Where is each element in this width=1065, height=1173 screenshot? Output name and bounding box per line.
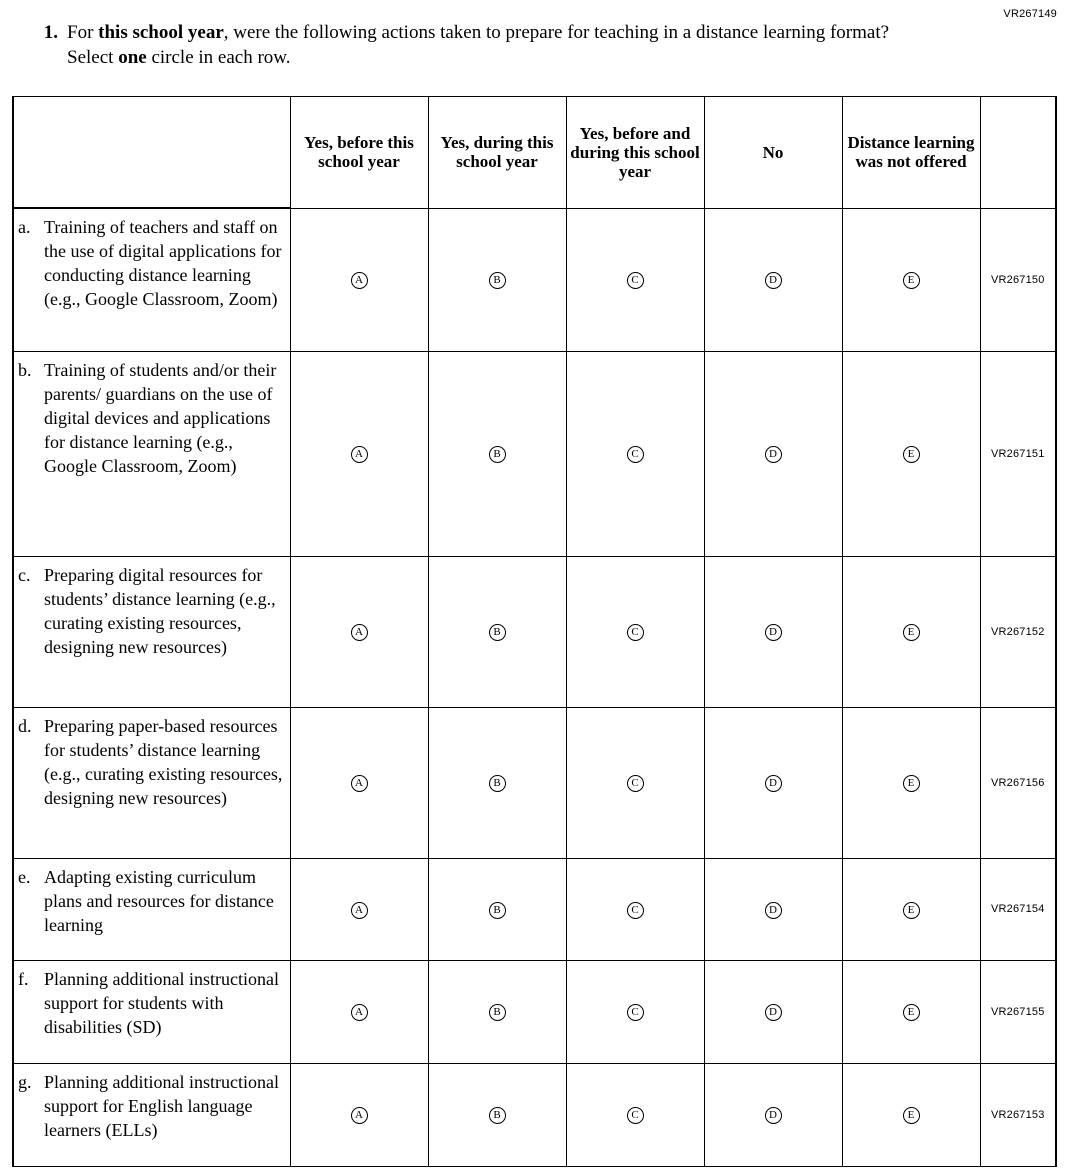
bubble-icon[interactable]: A [351, 902, 368, 919]
item-label-d [13, 707, 290, 858]
item-text-b: Training of students and/or their parents/ guardians on the use of digital devices and applications for distance learning (e.g., Google Classroom, Zoom) [44, 359, 277, 476]
item-text-a: Training of teachers and staff on the use of digital applications for conducting distance learning (e.g., Google Classroom, Zoom) [44, 217, 282, 309]
bubble-g-C[interactable] [566, 1063, 704, 1166]
header-not-offered: Distance learning was not offered [842, 97, 980, 209]
bubble-d-D[interactable] [704, 707, 842, 858]
bubble-g-D[interactable] [704, 1063, 842, 1166]
item-label-e [13, 858, 290, 960]
row-code-g: VR267153 [980, 1063, 1056, 1166]
bubble-icon[interactable]: E [903, 902, 920, 919]
bubble-c-B[interactable] [428, 556, 566, 707]
bubble-icon[interactable]: C [627, 902, 644, 919]
bubble-b-D[interactable] [704, 351, 842, 556]
bubble-g-B[interactable] [428, 1063, 566, 1166]
bubble-icon[interactable]: B [489, 775, 506, 792]
bubble-icon[interactable]: B [489, 1107, 506, 1124]
table-row [13, 556, 1056, 707]
question-text [67, 20, 930, 70]
bubble-e-B[interactable] [428, 858, 566, 960]
bubble-icon[interactable]: A [351, 775, 368, 792]
item-letter-b: b. [18, 359, 32, 380]
bubble-b-C[interactable] [566, 351, 704, 556]
bubble-g-A[interactable] [290, 1063, 428, 1166]
table-row [13, 1063, 1056, 1166]
bubble-icon[interactable]: C [627, 624, 644, 641]
bubble-icon[interactable]: E [903, 775, 920, 792]
item-label-f [13, 960, 290, 1063]
bubble-icon[interactable]: B [489, 902, 506, 919]
item-text-c: Preparing digital resources for students’ distance learning (e.g., curating existing resources, designing new resources) [44, 564, 276, 657]
bubble-icon[interactable]: B [489, 272, 506, 289]
bubble-icon[interactable]: D [765, 775, 782, 792]
bubble-icon[interactable]: D [765, 624, 782, 641]
bubble-b-A[interactable] [290, 351, 428, 556]
item-text-e: Adapting existing curriculum plans and resources for distance learning [44, 866, 274, 935]
bubble-icon[interactable]: B [489, 1004, 506, 1021]
item-text-f: Planning additional instructional support for students with disabilities (SD) [44, 968, 279, 1037]
header-yes-before-and-during: Yes, before and during this school year [566, 97, 704, 209]
bubble-icon[interactable]: E [903, 624, 920, 641]
bubble-icon[interactable]: A [351, 1004, 368, 1021]
bubble-f-B[interactable] [428, 960, 566, 1063]
bubble-d-E[interactable] [842, 707, 980, 858]
table-row [13, 707, 1056, 858]
item-letter-a: a. [18, 217, 31, 237]
bubble-icon[interactable]: D [765, 1107, 782, 1124]
bubble-icon[interactable]: C [627, 272, 644, 289]
bubble-f-E[interactable] [842, 960, 980, 1063]
question-text-part1: For [67, 22, 99, 43]
page-code: VR267149 [1003, 8, 1057, 20]
row-code-a: VR267150 [980, 208, 1056, 351]
header-no: No [704, 97, 842, 209]
question-bold-one: one [118, 47, 147, 68]
bubble-b-B[interactable] [428, 351, 566, 556]
bubble-icon[interactable]: D [765, 446, 782, 463]
item-text-d: Preparing paper-based resources for students’ distance learning (e.g., curating existing resources, designing new resources) [44, 715, 283, 808]
question-number: 1. [43, 22, 58, 43]
bubble-d-A[interactable] [290, 707, 428, 858]
bubble-c-C[interactable] [566, 556, 704, 707]
item-letter-c: c. [18, 564, 31, 585]
bubble-icon[interactable]: A [351, 1107, 368, 1124]
bubble-f-A[interactable] [290, 960, 428, 1063]
bubble-icon[interactable]: C [627, 446, 644, 463]
row-code-e: VR267154 [980, 858, 1056, 960]
bubble-a-E[interactable] [842, 208, 980, 351]
bubble-icon[interactable]: B [489, 624, 506, 641]
bubble-icon[interactable]: C [627, 1107, 644, 1124]
row-code-f: VR267155 [980, 960, 1056, 1063]
header-code-blank [980, 97, 1056, 209]
response-grid [12, 96, 1057, 1167]
bubble-d-C[interactable] [566, 707, 704, 858]
question-text-part3: circle in each row. [146, 47, 291, 68]
grid-header-row [13, 97, 1056, 209]
item-label-g [13, 1063, 290, 1166]
table-row [13, 858, 1056, 960]
bubble-e-E[interactable] [842, 858, 980, 960]
bubble-icon[interactable]: D [765, 272, 782, 289]
bubble-c-A[interactable] [290, 556, 428, 707]
bubble-e-D[interactable] [704, 858, 842, 960]
item-letter-d: d. [18, 715, 32, 736]
bubble-f-C[interactable] [566, 960, 704, 1063]
bubble-e-C[interactable] [566, 858, 704, 960]
table-row [13, 351, 1056, 556]
bubble-f-D[interactable] [704, 960, 842, 1063]
bubble-icon[interactable]: B [489, 446, 506, 463]
header-yes-before: Yes, before this school year [290, 97, 428, 209]
bubble-icon[interactable]: E [903, 272, 920, 289]
bubble-icon[interactable]: A [351, 624, 368, 641]
question-text-part2: , were the following actions taken to prepare for teaching in a distance learning format? Select [67, 22, 890, 68]
bubble-icon[interactable]: C [627, 1004, 644, 1021]
header-yes-during: Yes, during this school year [428, 97, 566, 209]
bubble-a-C[interactable] [566, 208, 704, 351]
bubble-c-D[interactable] [704, 556, 842, 707]
table-row [13, 208, 1056, 351]
header-blank [13, 97, 290, 209]
item-label-c [13, 556, 290, 707]
bubble-icon[interactable]: E [903, 1004, 920, 1021]
item-label-b [13, 351, 290, 556]
row-code-c: VR267152 [980, 556, 1056, 707]
item-label-a [13, 208, 290, 351]
item-text-g: Planning additional instructional support for English language learners (ELLs) [44, 1071, 279, 1140]
bubble-c-E[interactable] [842, 556, 980, 707]
bubble-icon[interactable]: E [903, 1107, 920, 1124]
item-letter-f: f. [18, 968, 29, 989]
question-bold-this-school-year: this school year [98, 22, 224, 43]
bubble-icon[interactable]: C [627, 775, 644, 792]
bubble-a-A[interactable] [290, 208, 428, 351]
bubble-a-B[interactable] [428, 208, 566, 351]
question-stem [30, 20, 930, 70]
bubble-icon[interactable]: D [765, 902, 782, 919]
row-code-d: VR267156 [980, 707, 1056, 858]
bubble-icon[interactable]: E [903, 446, 920, 463]
bubble-b-E[interactable] [842, 351, 980, 556]
bubble-icon[interactable]: A [351, 446, 368, 463]
bubble-e-A[interactable] [290, 858, 428, 960]
item-letter-e: e. [18, 866, 31, 887]
row-code-b: VR267151 [980, 351, 1056, 556]
bubble-icon[interactable]: D [765, 1004, 782, 1021]
bubble-d-B[interactable] [428, 707, 566, 858]
table-row [13, 960, 1056, 1063]
bubble-a-D[interactable] [704, 208, 842, 351]
item-letter-g: g. [18, 1071, 32, 1092]
bubble-g-E[interactable] [842, 1063, 980, 1166]
bubble-icon[interactable]: A [351, 272, 368, 289]
